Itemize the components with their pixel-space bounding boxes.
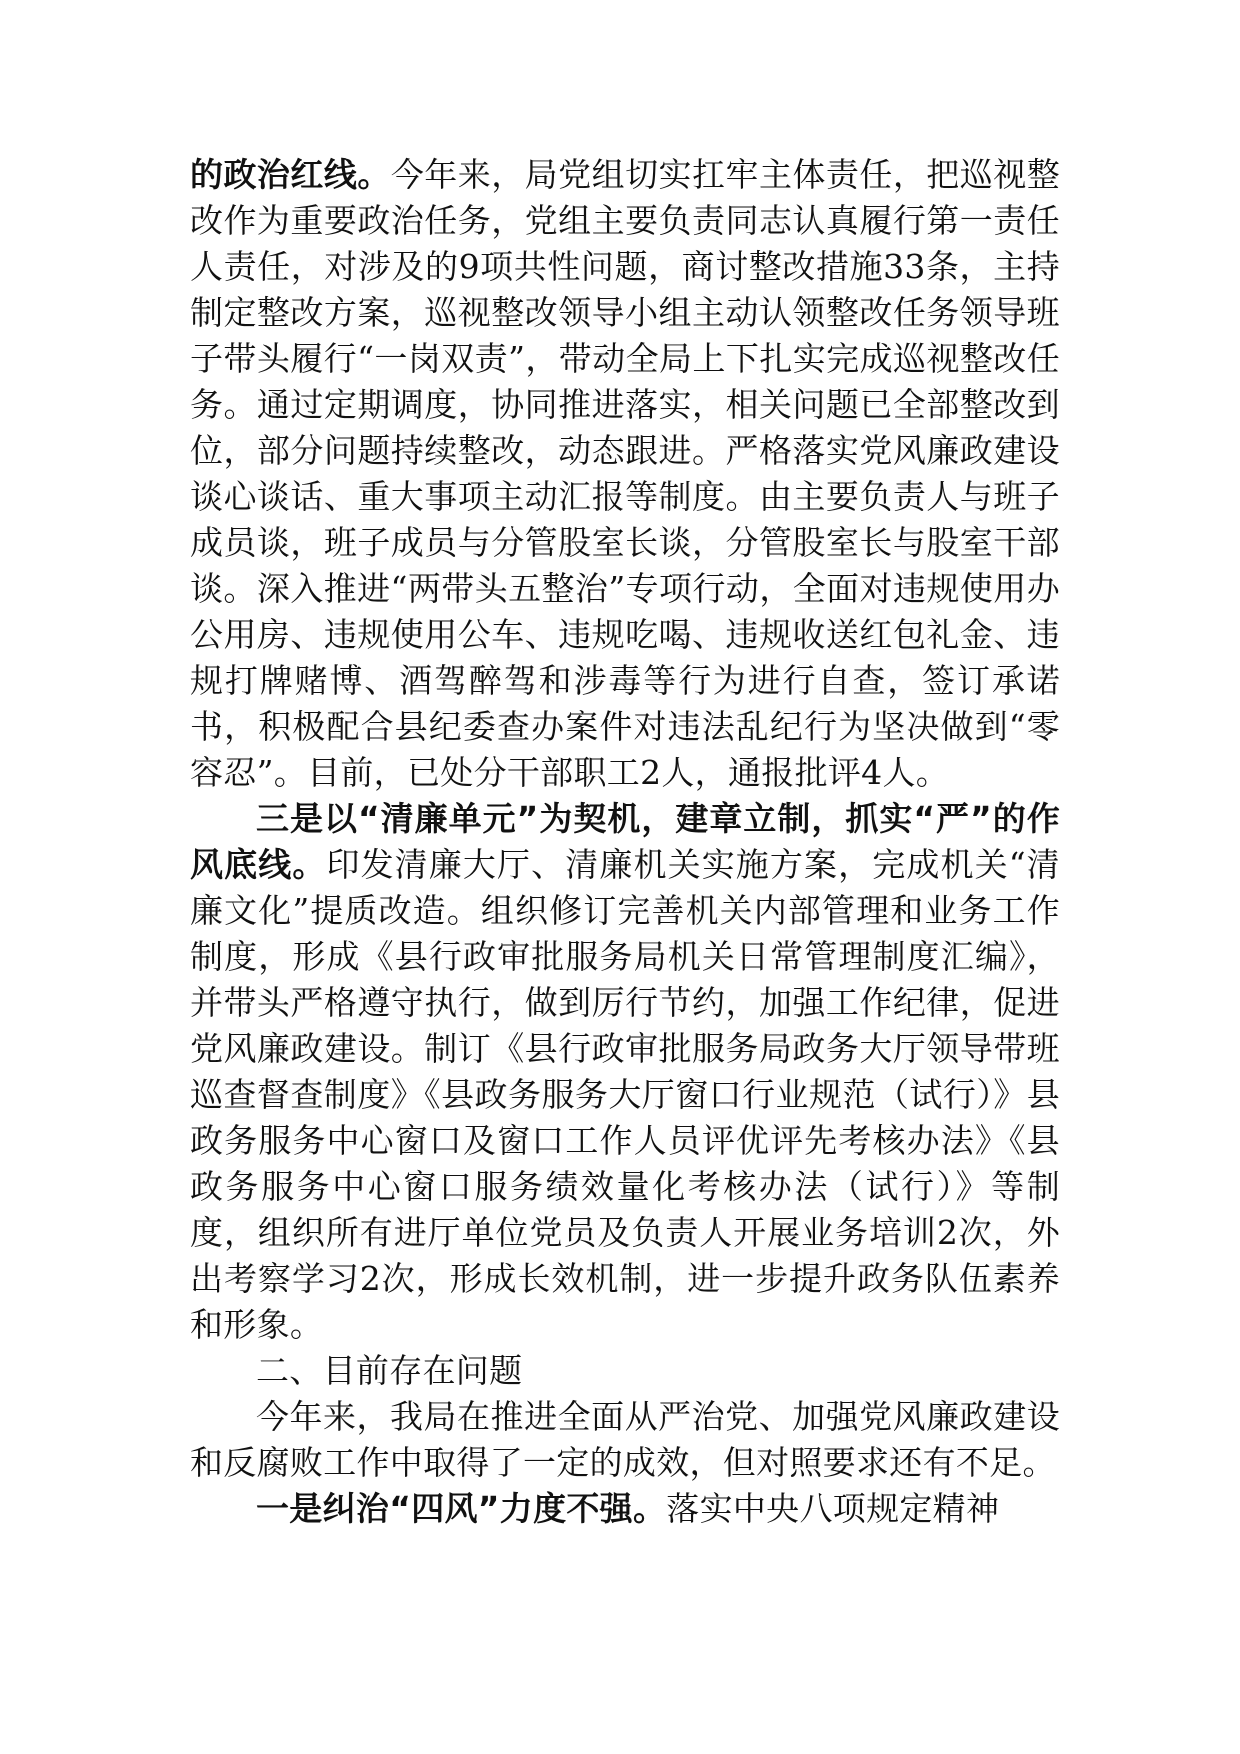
paragraph-party-discipline <box>190 152 1060 796</box>
section-heading-existing-problems <box>190 1348 1060 1394</box>
paragraph-text: 落实中央八项规定精神 <box>666 1489 1000 1528</box>
paragraph-text: 印发清廉大厅、清廉机关实施方案，完成机关“清廉文化”提质改造。组织修订完善机关内部管理和业务工作制度，形成《县行政审批服务局机关日常管理制度汇编》，并带头严格遵守执行，做到厉行节约，加强工作纪律，促进党风廉政建设。制订《县行政审批服务局政务大厅领导带班巡查督查制度》《县政务服务大厅窗口行业规范（试行）》县政务服务中心窗口及窗口工作人员评优评先考核办法》《县政务服务中心窗口服务绩效量化考核办法（试行）》等制度，组织所有进厅单位党员及负责人开展业务培训2次，外出考察学习2次，形成长效机制，进一步提升政务队伍素养和形象。 <box>190 845 1060 1344</box>
paragraph-lead: 一是纠治“四风”力度不强。 <box>256 1489 667 1528</box>
paragraph-clean-unit <box>190 796 1060 1348</box>
paragraph-lead: 的政治红线。 <box>190 155 391 194</box>
paragraph-text: 今年来，局党组切实扛牢主体责任，把巡视整改作为重要政治任务，党组主要负责同志认真履行第一责任人责任，对涉及的9项共性问题，商讨整改措施33条，主持制定整改方案，巡视整改领导小组主动认领整改任务领导班子带头履行“一岗双责”，带动全局上下扎实完成巡视整改任务。通过定期调度，协同推进落实，相关问题已全部整改到位，部分问题持续整改，动态跟进。严格落实党风廉政建设谈心谈话、重大事项主动汇报等制度。由主要负责人与班子成员谈，班子成员与分管股室长谈，分管股室长与股室干部谈。深入推进“两带头五整治”专项行动，全面对违规使用办公用房、违规使用公车、违规吃喝、违规收送红包礼金、违规打牌赌博、酒驾醉驾和涉毒等行为进行自查，签订承诺书，积极配合县纪委查办案件对违法乱纪行为坚决做到“零容忍”。目前，已处分干部职工2人，通报批评4人。 <box>190 155 1060 792</box>
paragraph-lead: 三是以“清廉单元”为契机，建章立制，抓实“严”的作风底线。 <box>190 799 1060 884</box>
document-body <box>190 152 1060 1532</box>
paragraph-four-winds <box>190 1486 1060 1532</box>
paragraph-text: 二、目前存在问题 <box>256 1351 523 1390</box>
paragraph-text: 今年来，我局在推进全面从严治党、加强党风廉政建设和反腐败工作中取得了一定的成效，但对照要求还有不足。 <box>190 1397 1060 1482</box>
paragraph-problems-intro <box>190 1394 1060 1486</box>
